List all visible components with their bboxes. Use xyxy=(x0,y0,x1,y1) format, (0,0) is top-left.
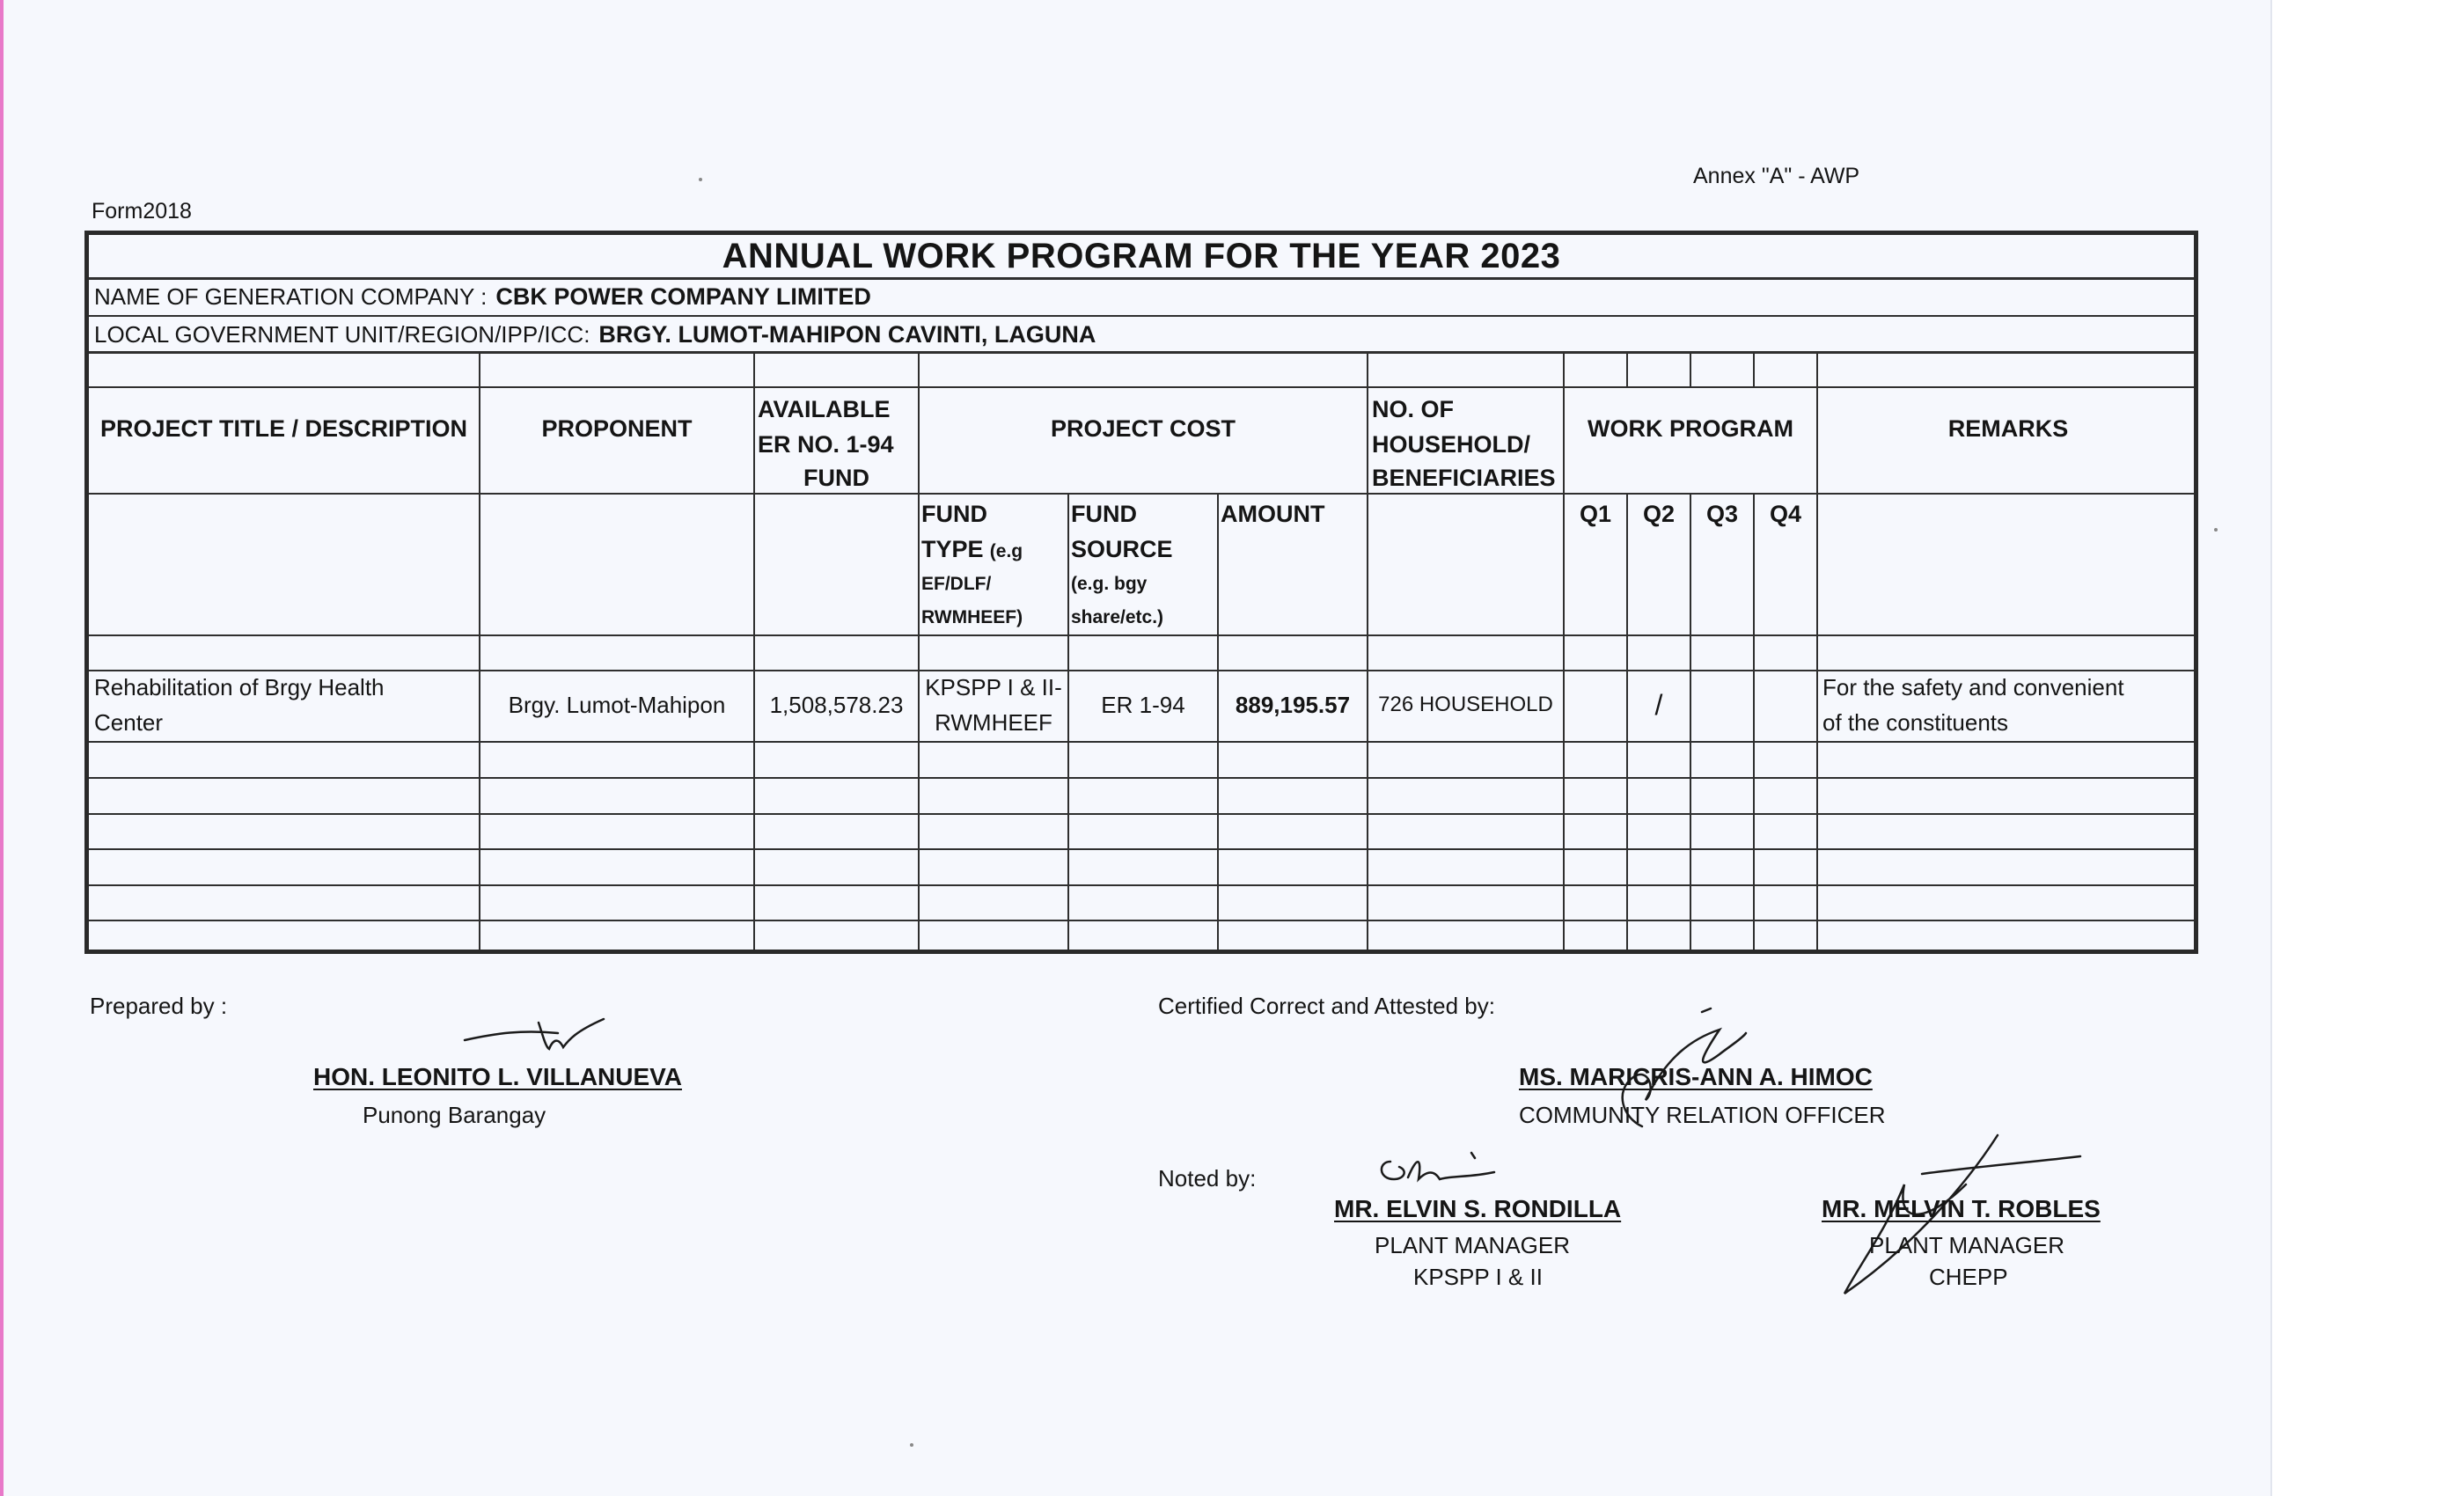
divider xyxy=(89,884,2194,886)
divider xyxy=(89,386,2194,388)
divider xyxy=(89,741,2194,743)
divider xyxy=(89,493,2194,495)
divider xyxy=(1690,493,1691,950)
header-fund-type-line2: TYPE (e.g xyxy=(921,536,1023,562)
certified-role: COMMUNITY RELATION OFFICER xyxy=(1519,1102,1886,1128)
header-households-line2: HOUSEHOLD/ xyxy=(1372,431,1531,458)
certified-block xyxy=(1519,1063,1873,1091)
company-label: NAME OF GENERATION COMPANY : xyxy=(94,283,488,310)
header-households-line3: BENEFICIARIES xyxy=(1372,465,1556,491)
prepared-by-name: HON. LEONITO L. VILLANUEVA xyxy=(313,1063,682,1090)
header-project-cost: PROJECT COST xyxy=(1050,415,1236,442)
lgu-label: LOCAL GOVERNMENT UNIT/REGION/IPP/ICC: xyxy=(94,321,590,348)
prepared-by-block xyxy=(313,1063,682,1091)
project-title-line2: Center xyxy=(94,709,164,736)
scan-speck xyxy=(2214,528,2218,532)
lgu-value: BRGY. LUMOT-MAHIPON CAVINTI, LAGUNA xyxy=(598,321,1096,348)
work-program-table xyxy=(84,231,2198,954)
signature-rondilla-icon xyxy=(1373,1144,1505,1193)
project-title-line1: Rehabilitation of Brgy Health xyxy=(94,674,385,700)
header-available-line3: FUND xyxy=(803,465,869,491)
divider xyxy=(1367,351,1368,950)
header-project: PROJECT TITLE / DESCRIPTION xyxy=(99,415,468,442)
divider xyxy=(89,813,2194,815)
header-q2: Q2 xyxy=(1642,501,1676,527)
header-households-line1: NO. OF xyxy=(1372,396,1454,422)
available-fund-cell: 1,508,578.23 xyxy=(769,692,904,718)
proponent-cell: Brgy. Lumot-Mahipon xyxy=(508,692,726,718)
header-available-line1: AVAILABLE xyxy=(758,396,891,422)
header-proponent: PROPONENT xyxy=(541,415,693,442)
header-available-line2: ER NO. 1-94 xyxy=(758,431,894,458)
company-value: CBK POWER COMPANY LIMITED xyxy=(495,283,871,310)
fund-type-line2: RWMHEEF xyxy=(935,709,1052,736)
header-q1: Q1 xyxy=(1579,501,1612,527)
noted2-role: PLANT MANAGER xyxy=(1869,1232,2065,1258)
divider xyxy=(1753,351,1755,386)
header-fund-source-line3: (e.g. bgy xyxy=(1071,574,1148,594)
fund-type-line1: KPSPP I & II- xyxy=(925,674,1062,700)
header-fund-source-line1: FUND xyxy=(1071,501,1137,527)
households-cell: 726 HOUSEHOLD xyxy=(1378,693,1553,716)
remarks-line2: of the constituents xyxy=(1822,709,2009,736)
divider xyxy=(89,848,2194,850)
header-work-program: WORK PROGRAM xyxy=(1588,415,1793,442)
noted1-plant: KPSPP I & II xyxy=(1413,1264,1543,1290)
divider xyxy=(89,920,2194,921)
noted2-plant: CHEPP xyxy=(1929,1264,2008,1290)
q2-mark: / xyxy=(1654,689,1663,721)
prepared-by-role: Punong Barangay xyxy=(363,1102,546,1128)
fund-source-cell: ER 1-94 xyxy=(1101,692,1185,718)
header-q3: Q3 xyxy=(1705,501,1739,527)
prepared-by-label: Prepared by : xyxy=(90,993,228,1019)
remarks-line1: For the safety and convenient xyxy=(1822,674,2124,700)
header-q4: Q4 xyxy=(1769,501,1802,527)
noted1-name: MR. ELVIN S. RONDILLA xyxy=(1334,1195,1622,1222)
scan-speck xyxy=(699,178,702,181)
lgu-row xyxy=(94,317,1096,352)
noted2-name: MR. MELVIN T. ROBLES xyxy=(1822,1195,2101,1222)
divider xyxy=(1753,493,1755,950)
certified-label: Certified Correct and Attested by: xyxy=(1158,993,1495,1019)
form-code: Form2018 xyxy=(92,199,192,224)
header-amount: AMOUNT xyxy=(1221,501,1325,527)
scan-speck xyxy=(910,1443,913,1447)
divider xyxy=(89,351,2194,354)
divider xyxy=(89,777,2194,779)
noted1-role: PLANT MANAGER xyxy=(1375,1232,1571,1258)
document-title: ANNUAL WORK PROGRAM FOR THE YEAR 2023 xyxy=(722,237,1561,275)
header-fund-source-line4: share/etc.) xyxy=(1071,607,1164,627)
header-fund-source-line2: SOURCE xyxy=(1071,536,1173,562)
company-row xyxy=(94,279,871,314)
divider xyxy=(753,351,755,950)
divider xyxy=(1690,351,1691,386)
header-fund-type-line4: RWMHEEF) xyxy=(921,607,1023,627)
amount-cell: 889,195.57 xyxy=(1235,692,1351,718)
divider xyxy=(1626,351,1628,386)
certified-name: MS. MARICRIS-ANN A. HIMOC xyxy=(1519,1063,1873,1090)
annex-label: Annex "A" - AWP xyxy=(1693,164,1860,188)
header-fund-type-line3: EF/DLF/ xyxy=(921,574,992,594)
scan-margin xyxy=(2270,0,2464,1496)
header-fund-type-line1: FUND xyxy=(921,501,987,527)
noted-by-label: Noted by: xyxy=(1158,1165,1257,1192)
signature-villanueva-icon xyxy=(461,1014,611,1058)
noted1-block xyxy=(1334,1195,1621,1223)
noted2-block xyxy=(1822,1195,2101,1223)
header-remarks: REMARKS xyxy=(1947,415,2069,442)
